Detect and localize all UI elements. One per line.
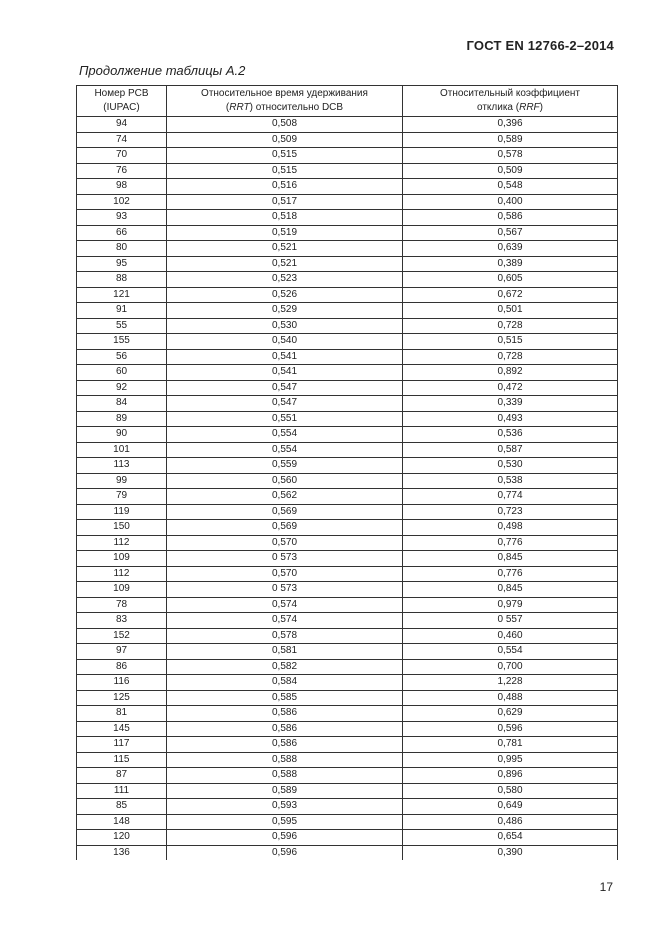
cell-rrf: 0,596 bbox=[403, 721, 618, 737]
cell-rrt: 0,547 bbox=[167, 380, 403, 396]
cell-rrt: 0,521 bbox=[167, 241, 403, 257]
cell-rrf: 0,728 bbox=[403, 349, 618, 365]
cell-rrt: 0,529 bbox=[167, 303, 403, 319]
table-row bbox=[77, 427, 618, 443]
cell-pcb-number: 86 bbox=[77, 659, 167, 675]
table-row bbox=[77, 272, 618, 288]
cell-rrt: 0,540 bbox=[167, 334, 403, 350]
cell-rrf: 0,629 bbox=[403, 706, 618, 722]
table-row bbox=[77, 179, 618, 195]
cell-rrt: 0,574 bbox=[167, 597, 403, 613]
cell-rrt: 0,516 bbox=[167, 179, 403, 195]
cell-rrf: 0,649 bbox=[403, 799, 618, 815]
cell-rrf: 0,587 bbox=[403, 442, 618, 458]
table-row bbox=[77, 210, 618, 226]
cell-rrf: 0,501 bbox=[403, 303, 618, 319]
cell-pcb-number: 109 bbox=[77, 551, 167, 567]
cell-rrt: 0,559 bbox=[167, 458, 403, 474]
cell-rrf: 0,567 bbox=[403, 225, 618, 241]
cell-pcb-number: 97 bbox=[77, 644, 167, 660]
header-rrf bbox=[403, 86, 618, 117]
table-row bbox=[77, 644, 618, 660]
cell-pcb-number: 84 bbox=[77, 396, 167, 412]
cell-rrf: 1,228 bbox=[403, 675, 618, 691]
cell-rrf: 0,580 bbox=[403, 783, 618, 799]
table-row bbox=[77, 628, 618, 644]
cell-rrf: 0,845 bbox=[403, 582, 618, 598]
cell-pcb-number: 116 bbox=[77, 675, 167, 691]
table-row bbox=[77, 659, 618, 675]
cell-pcb-number: 55 bbox=[77, 318, 167, 334]
cell-rrt: 0,595 bbox=[167, 814, 403, 830]
cell-rrt: 0,554 bbox=[167, 427, 403, 443]
cell-pcb-number: 121 bbox=[77, 287, 167, 303]
cell-pcb-number: 152 bbox=[77, 628, 167, 644]
table-row bbox=[77, 566, 618, 582]
cell-pcb-number: 87 bbox=[77, 768, 167, 784]
table-row bbox=[77, 334, 618, 350]
cell-rrt: 0,509 bbox=[167, 132, 403, 148]
cell-pcb-number: 102 bbox=[77, 194, 167, 210]
table-row bbox=[77, 675, 618, 691]
cell-rrt: 0 573 bbox=[167, 551, 403, 567]
cell-pcb-number: 148 bbox=[77, 814, 167, 830]
header-pcb-number-line2: (IUPAC) bbox=[103, 102, 140, 113]
cell-rrf: 0,578 bbox=[403, 148, 618, 164]
document-standard-code: ГОСТ EN 12766-2–2014 bbox=[466, 38, 614, 53]
cell-rrf: 0,548 bbox=[403, 179, 618, 195]
cell-rrt: 0,570 bbox=[167, 535, 403, 551]
cell-rrt: 0,581 bbox=[167, 644, 403, 660]
header-rrt-open-paren: ( bbox=[225, 102, 230, 113]
table-row bbox=[77, 411, 618, 427]
cell-pcb-number: 95 bbox=[77, 256, 167, 272]
cell-pcb-number: 83 bbox=[77, 613, 167, 629]
table-row bbox=[77, 473, 618, 489]
cell-rrf: 0,396 bbox=[403, 117, 618, 133]
cell-rrf: 0,995 bbox=[403, 752, 618, 768]
cell-rrt: 0,562 bbox=[167, 489, 403, 505]
table-row bbox=[77, 318, 618, 334]
table-row bbox=[77, 117, 618, 133]
cell-pcb-number: 99 bbox=[77, 473, 167, 489]
cell-rrf: 0,400 bbox=[403, 194, 618, 210]
cell-pcb-number: 150 bbox=[77, 520, 167, 536]
cell-rrf: 0,605 bbox=[403, 272, 618, 288]
table-caption: Продолжение таблицы А.2 bbox=[79, 63, 246, 78]
cell-rrt: 0,570 bbox=[167, 566, 403, 582]
cell-rrf: 0,486 bbox=[403, 814, 618, 830]
cell-rrt: 0,589 bbox=[167, 783, 403, 799]
header-pcb-number-line1: Номер PCB bbox=[94, 87, 149, 99]
cell-rrf: 0,654 bbox=[403, 830, 618, 846]
cell-pcb-number: 70 bbox=[77, 148, 167, 164]
table-row bbox=[77, 194, 618, 210]
cell-rrf: 0,536 bbox=[403, 427, 618, 443]
cell-rrf: 0,781 bbox=[403, 737, 618, 753]
cell-pcb-number: 66 bbox=[77, 225, 167, 241]
cell-rrf: 0,460 bbox=[403, 628, 618, 644]
cell-pcb-number: 92 bbox=[77, 380, 167, 396]
cell-rrf: 0,979 bbox=[403, 597, 618, 613]
cell-rrt: 0,547 bbox=[167, 396, 403, 412]
cell-rrt: 0,515 bbox=[167, 163, 403, 179]
table-row bbox=[77, 256, 618, 272]
header-rrf-abbrev: RRF bbox=[519, 102, 540, 113]
cell-pcb-number: 76 bbox=[77, 163, 167, 179]
table-row bbox=[77, 706, 618, 722]
cell-rrt: 0,588 bbox=[167, 768, 403, 784]
cell-rrf: 0,538 bbox=[403, 473, 618, 489]
table-body bbox=[77, 117, 618, 861]
cell-rrf: 0,776 bbox=[403, 566, 618, 582]
cell-rrt: 0,518 bbox=[167, 210, 403, 226]
cell-rrf: 0,530 bbox=[403, 458, 618, 474]
cell-rrt: 0 573 bbox=[167, 582, 403, 598]
table-row bbox=[77, 690, 618, 706]
table-row bbox=[77, 520, 618, 536]
cell-pcb-number: 78 bbox=[77, 597, 167, 613]
table-row bbox=[77, 535, 618, 551]
cell-rrf: 0,390 bbox=[403, 845, 618, 860]
cell-rrt: 0,586 bbox=[167, 721, 403, 737]
cell-pcb-number: 119 bbox=[77, 504, 167, 520]
cell-rrf: 0,700 bbox=[403, 659, 618, 675]
table-header-row bbox=[77, 86, 618, 117]
cell-pcb-number: 112 bbox=[77, 535, 167, 551]
cell-rrf: 0,509 bbox=[403, 163, 618, 179]
cell-rrt: 0,515 bbox=[167, 148, 403, 164]
cell-rrf: 0,339 bbox=[403, 396, 618, 412]
cell-pcb-number: 125 bbox=[77, 690, 167, 706]
cell-rrt: 0,578 bbox=[167, 628, 403, 644]
cell-rrf: 0,728 bbox=[403, 318, 618, 334]
cell-pcb-number: 80 bbox=[77, 241, 167, 257]
table-row bbox=[77, 597, 618, 613]
pcb-table bbox=[76, 85, 618, 860]
cell-pcb-number: 56 bbox=[77, 349, 167, 365]
cell-rrt: 0,574 bbox=[167, 613, 403, 629]
table-row bbox=[77, 799, 618, 815]
table-row bbox=[77, 752, 618, 768]
cell-rrf: 0,515 bbox=[403, 334, 618, 350]
cell-rrf: 0,845 bbox=[403, 551, 618, 567]
table-row bbox=[77, 132, 618, 148]
table-row bbox=[77, 721, 618, 737]
table-row bbox=[77, 768, 618, 784]
table-row bbox=[77, 349, 618, 365]
cell-rrt: 0,521 bbox=[167, 256, 403, 272]
table-row bbox=[77, 845, 618, 860]
header-rrf-prefix: отклика ( bbox=[476, 102, 520, 113]
table-row bbox=[77, 489, 618, 505]
cell-rrf: 0,488 bbox=[403, 690, 618, 706]
cell-rrf: 0,554 bbox=[403, 644, 618, 660]
table-row bbox=[77, 737, 618, 753]
table-row bbox=[77, 582, 618, 598]
cell-pcb-number: 88 bbox=[77, 272, 167, 288]
cell-rrt: 0,586 bbox=[167, 737, 403, 753]
table-row bbox=[77, 287, 618, 303]
cell-pcb-number: 136 bbox=[77, 845, 167, 860]
cell-pcb-number: 60 bbox=[77, 365, 167, 381]
cell-pcb-number: 111 bbox=[77, 783, 167, 799]
header-pcb-number bbox=[77, 86, 167, 117]
table-row bbox=[77, 241, 618, 257]
cell-pcb-number: 109 bbox=[77, 582, 167, 598]
table-row bbox=[77, 148, 618, 164]
cell-rrt: 0,596 bbox=[167, 845, 403, 860]
cell-rrf: 0,774 bbox=[403, 489, 618, 505]
cell-pcb-number: 93 bbox=[77, 210, 167, 226]
cell-pcb-number: 112 bbox=[77, 566, 167, 582]
cell-rrt: 0,517 bbox=[167, 194, 403, 210]
header-rrt-line1: Относительное время удерживания bbox=[201, 87, 368, 99]
cell-pcb-number: 89 bbox=[77, 411, 167, 427]
cell-rrf: 0,896 bbox=[403, 768, 618, 784]
cell-rrt: 0,523 bbox=[167, 272, 403, 288]
cell-pcb-number: 120 bbox=[77, 830, 167, 846]
table-row bbox=[77, 613, 618, 629]
cell-rrf: 0,389 bbox=[403, 256, 618, 272]
table-row bbox=[77, 442, 618, 458]
cell-rrt: 0,586 bbox=[167, 706, 403, 722]
cell-rrt: 0,582 bbox=[167, 659, 403, 675]
page-number: 17 bbox=[599, 880, 613, 894]
cell-rrt: 0,585 bbox=[167, 690, 403, 706]
cell-rrt: 0,541 bbox=[167, 365, 403, 381]
cell-rrf: 0,672 bbox=[403, 287, 618, 303]
cell-rrt: 0,541 bbox=[167, 349, 403, 365]
table-row bbox=[77, 396, 618, 412]
header-rrf-line1: Относительный коэффициент bbox=[439, 87, 580, 99]
header-rrt bbox=[167, 86, 403, 117]
table-row bbox=[77, 458, 618, 474]
cell-rrf: 0,498 bbox=[403, 520, 618, 536]
cell-rrf: 0 557 bbox=[403, 613, 618, 629]
cell-rrt: 0,560 bbox=[167, 473, 403, 489]
cell-rrt: 0,596 bbox=[167, 830, 403, 846]
cell-pcb-number: 94 bbox=[77, 117, 167, 133]
table-row bbox=[77, 303, 618, 319]
header-rrt-line2: ) относительно DCB bbox=[249, 102, 344, 113]
cell-rrt: 0,519 bbox=[167, 225, 403, 241]
cell-rrt: 0,593 bbox=[167, 799, 403, 815]
table-row bbox=[77, 365, 618, 381]
cell-rrf: 0,586 bbox=[403, 210, 618, 226]
cell-rrt: 0,569 bbox=[167, 504, 403, 520]
cell-rrf: 0,892 bbox=[403, 365, 618, 381]
cell-pcb-number: 85 bbox=[77, 799, 167, 815]
cell-rrf: 0,776 bbox=[403, 535, 618, 551]
cell-pcb-number: 155 bbox=[77, 334, 167, 350]
cell-rrt: 0,569 bbox=[167, 520, 403, 536]
cell-pcb-number: 98 bbox=[77, 179, 167, 195]
cell-rrf: 0,472 bbox=[403, 380, 618, 396]
cell-rrf: 0,723 bbox=[403, 504, 618, 520]
table-row bbox=[77, 225, 618, 241]
cell-pcb-number: 91 bbox=[77, 303, 167, 319]
cell-rrf: 0,639 bbox=[403, 241, 618, 257]
cell-pcb-number: 115 bbox=[77, 752, 167, 768]
cell-pcb-number: 79 bbox=[77, 489, 167, 505]
cell-pcb-number: 113 bbox=[77, 458, 167, 474]
table-row bbox=[77, 163, 618, 179]
cell-pcb-number: 90 bbox=[77, 427, 167, 443]
table-row bbox=[77, 830, 618, 846]
cell-pcb-number: 145 bbox=[77, 721, 167, 737]
cell-rrt: 0,508 bbox=[167, 117, 403, 133]
cell-rrt: 0,530 bbox=[167, 318, 403, 334]
cell-pcb-number: 101 bbox=[77, 442, 167, 458]
cell-rrt: 0,551 bbox=[167, 411, 403, 427]
cell-rrf: 0,589 bbox=[403, 132, 618, 148]
cell-rrt: 0,588 bbox=[167, 752, 403, 768]
table-row bbox=[77, 504, 618, 520]
cell-rrf: 0,493 bbox=[403, 411, 618, 427]
cell-rrt: 0,554 bbox=[167, 442, 403, 458]
table-row bbox=[77, 551, 618, 567]
table-row bbox=[77, 814, 618, 830]
cell-pcb-number: 81 bbox=[77, 706, 167, 722]
table-row bbox=[77, 783, 618, 799]
cell-pcb-number: 117 bbox=[77, 737, 167, 753]
cell-pcb-number: 74 bbox=[77, 132, 167, 148]
cell-rrt: 0,526 bbox=[167, 287, 403, 303]
header-rrt-abbrev: RRT bbox=[229, 102, 250, 113]
table-row bbox=[77, 380, 618, 396]
header-rrf-suffix: ) bbox=[539, 102, 543, 113]
cell-rrt: 0,584 bbox=[167, 675, 403, 691]
